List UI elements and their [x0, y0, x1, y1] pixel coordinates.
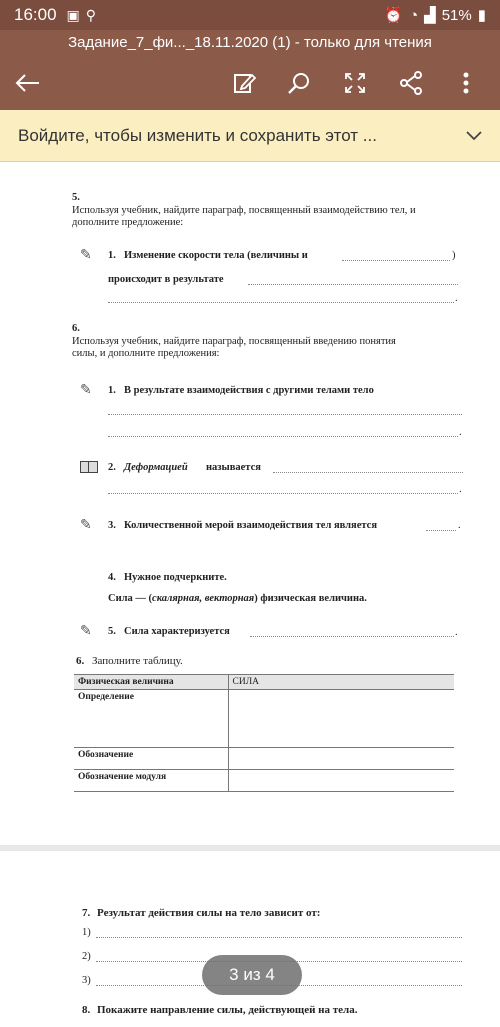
- toolbar: [0, 56, 500, 110]
- share-icon[interactable]: [395, 67, 427, 99]
- table-header-force: СИЛА: [228, 675, 454, 690]
- battery-icon: ▮: [477, 7, 486, 24]
- period: .: [458, 520, 461, 531]
- pencil-icon: ✎: [80, 624, 92, 639]
- signin-banner-text: Войдите, чтобы изменить и сохранить этот ...: [18, 125, 377, 145]
- q8-number: 8.: [82, 1004, 91, 1016]
- table-row-definition: Определение: [74, 690, 228, 748]
- image-notification-icon: ▣: [66, 6, 80, 23]
- q6-item1-number: 1.: [108, 385, 116, 396]
- q5-item-text2: происходит в результате: [108, 274, 224, 285]
- signal-icon: ▟: [424, 7, 436, 24]
- q6-text-line2: силы, и дополните предложения:: [72, 348, 220, 359]
- signin-banner[interactable]: [0, 110, 500, 162]
- document-title: Задание_7_фи..._18.11.2020 (1) - только для чтения: [0, 30, 500, 56]
- q7-answer3-label: 3): [82, 975, 91, 986]
- q6-item4-text2a: Сила — (: [108, 593, 153, 604]
- table-layer: [0, 165, 500, 845]
- q6-item3-text: Количественной мерой взаимодействия тел является: [124, 520, 378, 531]
- pencil-icon: ✎: [80, 383, 92, 398]
- pencil-icon: ✎: [80, 248, 92, 263]
- q6-item4-number: 4.: [108, 572, 116, 583]
- q6-number: 6.: [72, 323, 80, 334]
- q6-item4-options[interactable]: скалярная, векторная: [152, 593, 255, 604]
- back-arrow-icon[interactable]: [12, 67, 44, 99]
- answer-line[interactable]: [96, 937, 462, 938]
- table-task-text: Заполните таблицу.: [92, 655, 183, 667]
- document-page-2: [0, 851, 500, 1027]
- table-task-number: 6.: [76, 655, 85, 667]
- fill-table: [74, 674, 454, 792]
- q6-item4-text: Нужное подчеркните.: [124, 572, 227, 583]
- q7-number: 7.: [82, 907, 91, 919]
- status-bar: [0, 0, 500, 30]
- q6-item3-number: 3.: [108, 520, 116, 531]
- q7-answer1-label: 1): [82, 927, 91, 938]
- q5-item-number: 1.: [108, 250, 116, 261]
- period: .: [459, 427, 462, 438]
- q5-text-line2: дополните предложение:: [72, 217, 184, 228]
- q6-item2-text: называется: [206, 462, 261, 473]
- edit-icon[interactable]: [228, 67, 260, 99]
- q6-item5-number: 5.: [108, 626, 116, 637]
- alarm-icon: ⏰: [384, 7, 404, 24]
- q7-text: Результат действия силы на тело зависит от:: [97, 907, 321, 919]
- q6-item4-text2b: ) физическая величина.: [254, 593, 367, 604]
- q6-text-line1: Используя учебник, найдите параграф, посвященный введению понятия: [72, 336, 396, 347]
- page-indicator: 3 из 4: [202, 955, 302, 995]
- q5-number: 5.: [72, 192, 80, 203]
- q5-item-text: Изменение скорости тела (величины и: [124, 250, 308, 261]
- q5-text-line1: Используя учебник, найдите параграф, посвященный взаимодействию тел, и: [72, 205, 416, 216]
- q6-item1-text: В результате взаимодействия с другими телами тело: [124, 385, 374, 396]
- table-cell-symbol[interactable]: [228, 748, 454, 770]
- period: .: [455, 627, 458, 638]
- table-cell-definition[interactable]: [228, 690, 454, 748]
- q5-item-close: ): [452, 250, 456, 261]
- q6-item2-number: 2.: [108, 462, 116, 473]
- table-row-symbol: Обозначение: [74, 748, 228, 770]
- battery-percent: 51%: [441, 6, 472, 24]
- table-cell-modulus-symbol[interactable]: [228, 770, 454, 792]
- status-time: 16:00: [14, 5, 57, 24]
- table-row-modulus-symbol: Обозначение модуля: [74, 770, 228, 792]
- more-icon[interactable]: [450, 67, 482, 99]
- table-header-quantity: Физическая величина: [74, 675, 228, 690]
- period: .: [455, 293, 458, 304]
- pencil-icon: ✎: [80, 518, 92, 533]
- status-right: [384, 6, 486, 24]
- wifi-icon: ◔: [409, 6, 419, 24]
- period: .: [459, 484, 462, 495]
- q8-text: Покажите направление силы, действующей на тела.: [97, 1004, 358, 1016]
- fullscreen-icon[interactable]: [339, 67, 371, 99]
- q6-item5-text: Сила характеризуется: [124, 626, 230, 637]
- search-icon[interactable]: [283, 67, 315, 99]
- search-notification-icon: ⚲: [85, 6, 97, 23]
- q7-answer2-label: 2): [82, 951, 91, 962]
- q6-item2-term: Деформацией: [124, 462, 188, 473]
- chevron-down-icon[interactable]: [466, 126, 482, 146]
